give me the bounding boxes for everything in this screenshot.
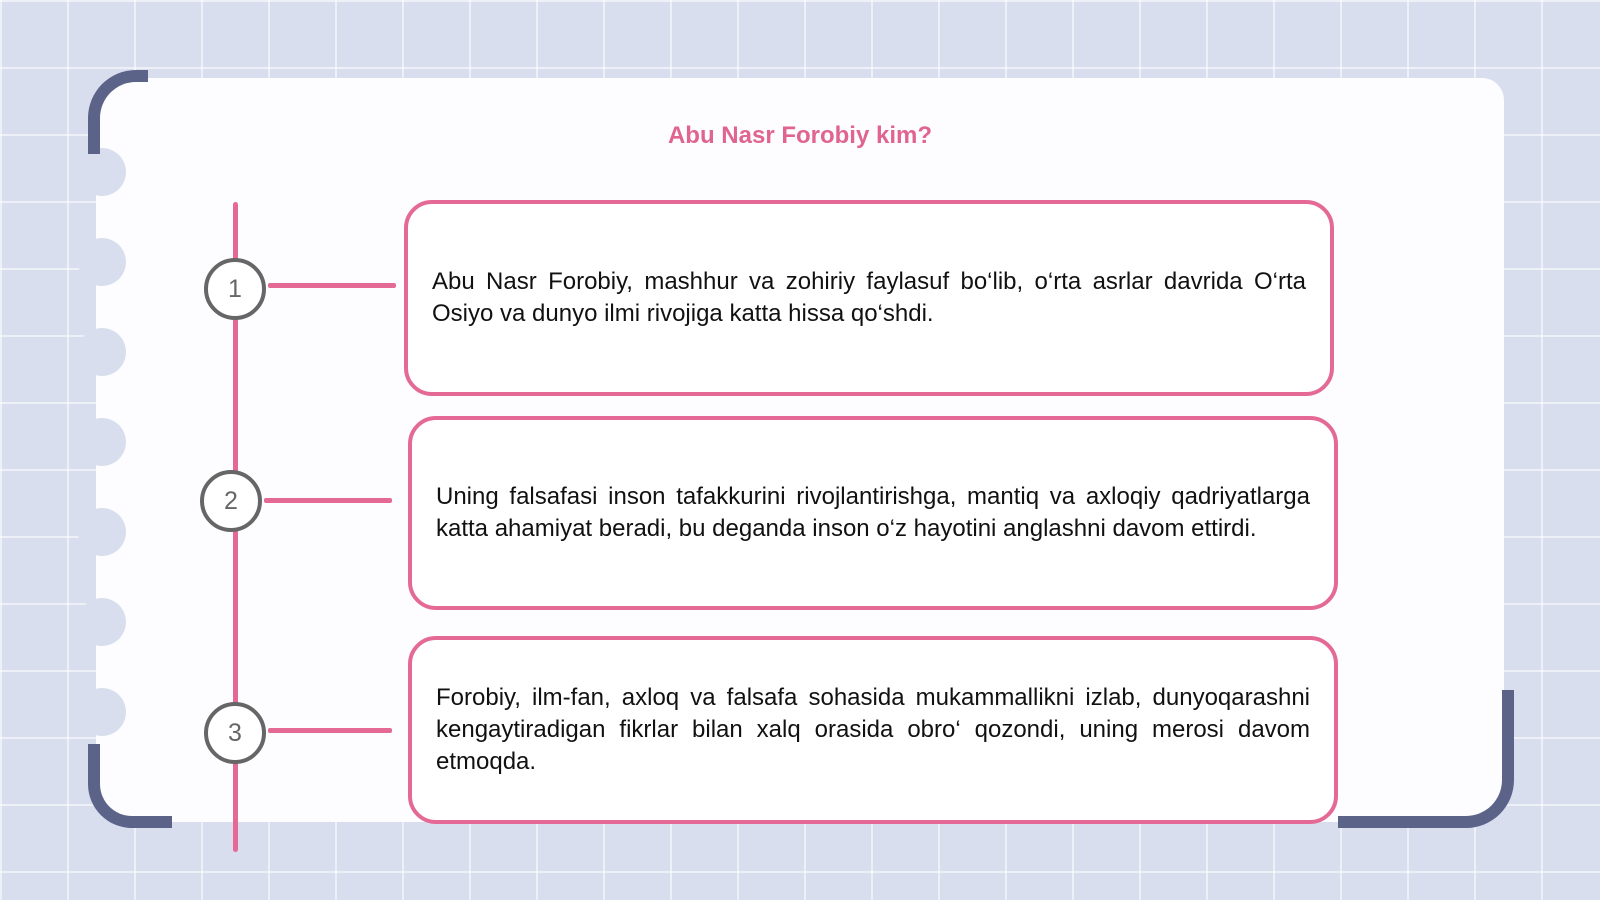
- card-notch: [78, 688, 126, 736]
- slide-title: Abu Nasr Forobiy kim?: [667, 122, 933, 149]
- info-text: Uning falsafasi inson tafakkurini rivojlantirishga, mantiq va axloqiy qadriyatlarga katta ahamiyat beradi, bu deganda inson o‘z hayotini anglashni davom ettirdi.: [436, 483, 1310, 542]
- info-box: [408, 636, 1338, 824]
- timeline-connector: [268, 283, 396, 288]
- info-text: Abu Nasr Forobiy, mashhur va zohiriy faylasuf bo‘lib, o‘rta asrlar davrida O‘rta Osiyo va dunyo ilmi rivojiga katta hissa qo‘shdi.: [432, 268, 1306, 327]
- frame-corner-bottom-left: [88, 744, 172, 828]
- card-notch: [78, 238, 126, 286]
- step-number: 3: [228, 718, 242, 747]
- step-number-badge: [200, 470, 262, 532]
- step-number-badge: [204, 702, 266, 764]
- card-notch: [78, 328, 126, 376]
- info-box: [404, 200, 1334, 396]
- card-notch: [78, 598, 126, 646]
- frame-corner-bottom-right: [1338, 690, 1514, 828]
- timeline-connector: [264, 498, 392, 503]
- info-box: [408, 416, 1338, 610]
- step-number: 1: [228, 274, 242, 303]
- card-notch: [78, 508, 126, 556]
- card-notch: [78, 418, 126, 466]
- timeline-connector: [268, 728, 392, 733]
- info-text: Forobiy, ilm-fan, axloq va falsafa sohasida mukammallikni izlab, dunyoqarashni kengaytiradigan fikrlar bilan xalq orasida obro‘ qozondi, uning merosi davom etmoqda.: [436, 684, 1310, 775]
- step-number: 2: [224, 486, 238, 515]
- card-notch: [78, 148, 126, 196]
- step-number-badge: [204, 258, 266, 320]
